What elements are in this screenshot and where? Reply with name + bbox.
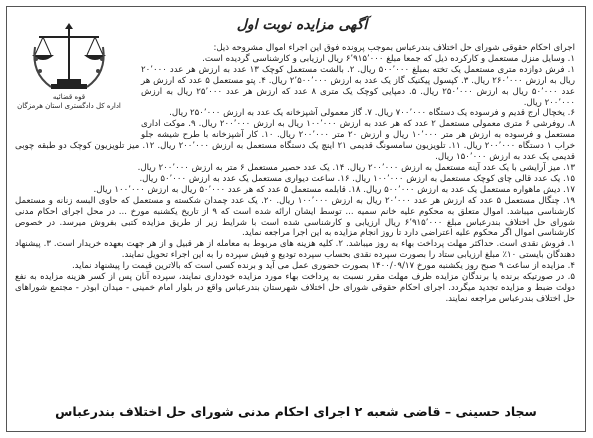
emblem-caption-line2: اداره کل دادگستری استان هرمزگان bbox=[17, 102, 121, 110]
body-paragraph: ۱. وسایل منزل مستعمل و کارکرده ذیل که جمعا مبلغ ۶٬۹۱۵٬۰۰۰ ریال ارزیابی و کارشناسی گردیده است. bbox=[202, 53, 575, 64]
body-paragraph: ۶. یخچال ارج قدیم و فرسوده یک دستگاه ۷۰۰٬۰۰۰ ریال. ۷. گاز معمولی آشپزخانه یک عدد به ارزش ۲۵۰٬۰۰۰ ریال. bbox=[169, 108, 575, 119]
body-paragraph: ۱۷. دیش ماهواره مستعمل یک عدد به ارزش ۵۰۰٬۰۰۰ ریال. ۱۸. قابلمه مستعمل ۵ عدد که هر عدد ۵۰٬۰۰۰ ریال به ارزش ۱۰۰٬۰۰۰ ریال. bbox=[93, 184, 575, 195]
body-paragraph: ۸. روفرشی ۶ متری معمولی مستعمل ۲ عدد که هر عدد به ارزش ۱۰۰٬۰۰۰ ریال به ارزش ۲۰۰٬۰۰۰ ریال. ۹. موکت اداری مستعمل و فرسوده به ارزش هر متر ۱۰٬۰۰۰ ریال و ارزش ۲۰ متر ۲۰۰٬۰۰۰ ریال. ۱۰. کار آشپزخانه با طرح شیشه جلو خراب ۱ دستگاه ۲۰۰٬۰۰۰ ریال. ۱۱. تلویزیون سامسونگ قدیمی ۲۱ اینچ یک دستگاه مستعمل به ارزش ۲۰۰٬۰۰۰ ریال. ۱۲. میز تلویزیون کوچک دو طبقه چوبی قدیمی یک عدد به ارزش ۱۵۰٬۰۰۰ ریال. bbox=[15, 119, 576, 163]
body-paragraph: ۱۵. یک عدد قالی چای کوچک مستعمل به ارزش ۱۰۰٬۰۰۰ ریال. ۱۶. ساعت دیواری مستعمل یک عدد به ارزش ۵۰٬۰۰۰ ریال. bbox=[139, 173, 575, 184]
body-paragraph: اجرای احکام حقوقی شورای حل اختلاف بندرعباس بموجب پرونده فوق این اجراء اموال مشروحه ذیل: bbox=[213, 43, 575, 53]
auction-notice bbox=[6, 6, 586, 432]
emblem-spacer bbox=[15, 43, 141, 131]
emblem-caption-line1: قوه قضائیه bbox=[52, 93, 86, 101]
body-paragraph: ۱۳. میز آرایشی با یک عدد آینه مستعمل به ارزش ۲۰۰٬۰۰۰ ریال. ۱۴. یک عدد حصیر مستعمل ۶ متر به ارزش ۲۰۰٬۰۰۰ ریال. bbox=[137, 162, 575, 173]
body-paragraph: ۱. فرش دوازده متری مستعمل یک تخته بمبلغ ۵۰۰٬۰۰۰ ریال. ۲. بالشت مستعمل کوچک ۱۳ عدد به ارزش هر عدد ۲۰٬۰۰۰ ریال به ارزش ۲۶۰٬۰۰۰ ریال. ۳. کپسول پیکنیک گاز یک عدد به ارزش ۲٬۵۰۰٬۰۰۰ ریال. ۴. پتو مستعمل ۵ عدد که ارزش هر عدد ۵۰٬۰۰۰ ریال به ارزش ۲۵۰٬۰۰۰ ریال. ۵. دمپایی کوچک یک متری ۸ عدد که ارزش هر عدد ۲۵٬۰۰۰ ریال به ارزش ۲۰۰٬۰۰۰ ریال. bbox=[141, 64, 575, 108]
body-paragraph: ۴. مزایده از ساعت ۹ صبح روز یکشنبه مورخ ۱۴۰۰/۰۹/۱۷ بصورت حضوری عمل می آید و برنده کسی است که بالاترین قیمت را پیشنهاد نماید. bbox=[71, 261, 575, 272]
notice-body bbox=[15, 43, 575, 305]
judge-signature: سجاد حسینی – قاضی شعبه ۲ اجرای احکام مدنی شورای حل اختلاف بندرعباس bbox=[55, 404, 537, 419]
body-paragraph: ۱. فروش نقدی است. حداکثر مهلت پرداخت بهاء به روز میباشد. ۲. کلیه هزینه های مربوط به معامله از هر قبیل و از هر جهت بعهده خریدار است. ۳. پیشنهاد دهندگان بایستی ۱۰٪ مبلغ ارزیابی ستاد را بصورت سپرده نقدی بحساب سپرده تودیع و فیش سپرده را به این اجراء تحویل نمایند. bbox=[15, 239, 575, 261]
body-paragraph: ۱۹. چنگال مستعمل ۵ عدد که ارزش هر عدد ۲۰٬۰۰۰ ریال به ارزش ۱۰۰٬۰۰۰ ریال. ۲۰. یک عدد چمدان شکسته و مستعمل که حاوی البسه زنانه و مستعمل کارشناسی میباشد. اموال متعلق به محکوم علیه خانم سمیه ... توسط ایشان ارائه شده است که ۹ از تاریخ یکشنبه مورخ ... در محل اجرای احکام مدنی شورای حل اختلاف بندرعباس مبلغ ۶٬۹۱۵٬۰۰۰ ریال ارزیابی و کارشناسی شده است با شرایط زیر از طریق مزایده کتبی بفروش میرسد. در خصوص کارشناسی اموال اگر محکوم علیه اعتراضی دارد تا روز انجام مزایده به این اجرا مراجعه نماید. bbox=[15, 195, 576, 239]
notice-title: آگهی مزایده نوبت اول bbox=[236, 17, 368, 33]
body-paragraph: ۵. در صورتیکه برنده یا برندگان مزایده ظرف مهلت مقرر نسبت به پرداخت بهاء مورد مزایده خودداری نمایند، سپرده آنان پس از کسر هزینه مزایده به نفع دولت ضبط و مزایده تجدید میگردد. اجرای احکام حقوقی شورای حل اختلاف شهرستان بندرعباس واقع در بلوار امام خمینی - میدان ابوذر - مجتمع شوراهای حل اختلاف بندرعباس مراجعه نمایند. bbox=[15, 272, 575, 304]
